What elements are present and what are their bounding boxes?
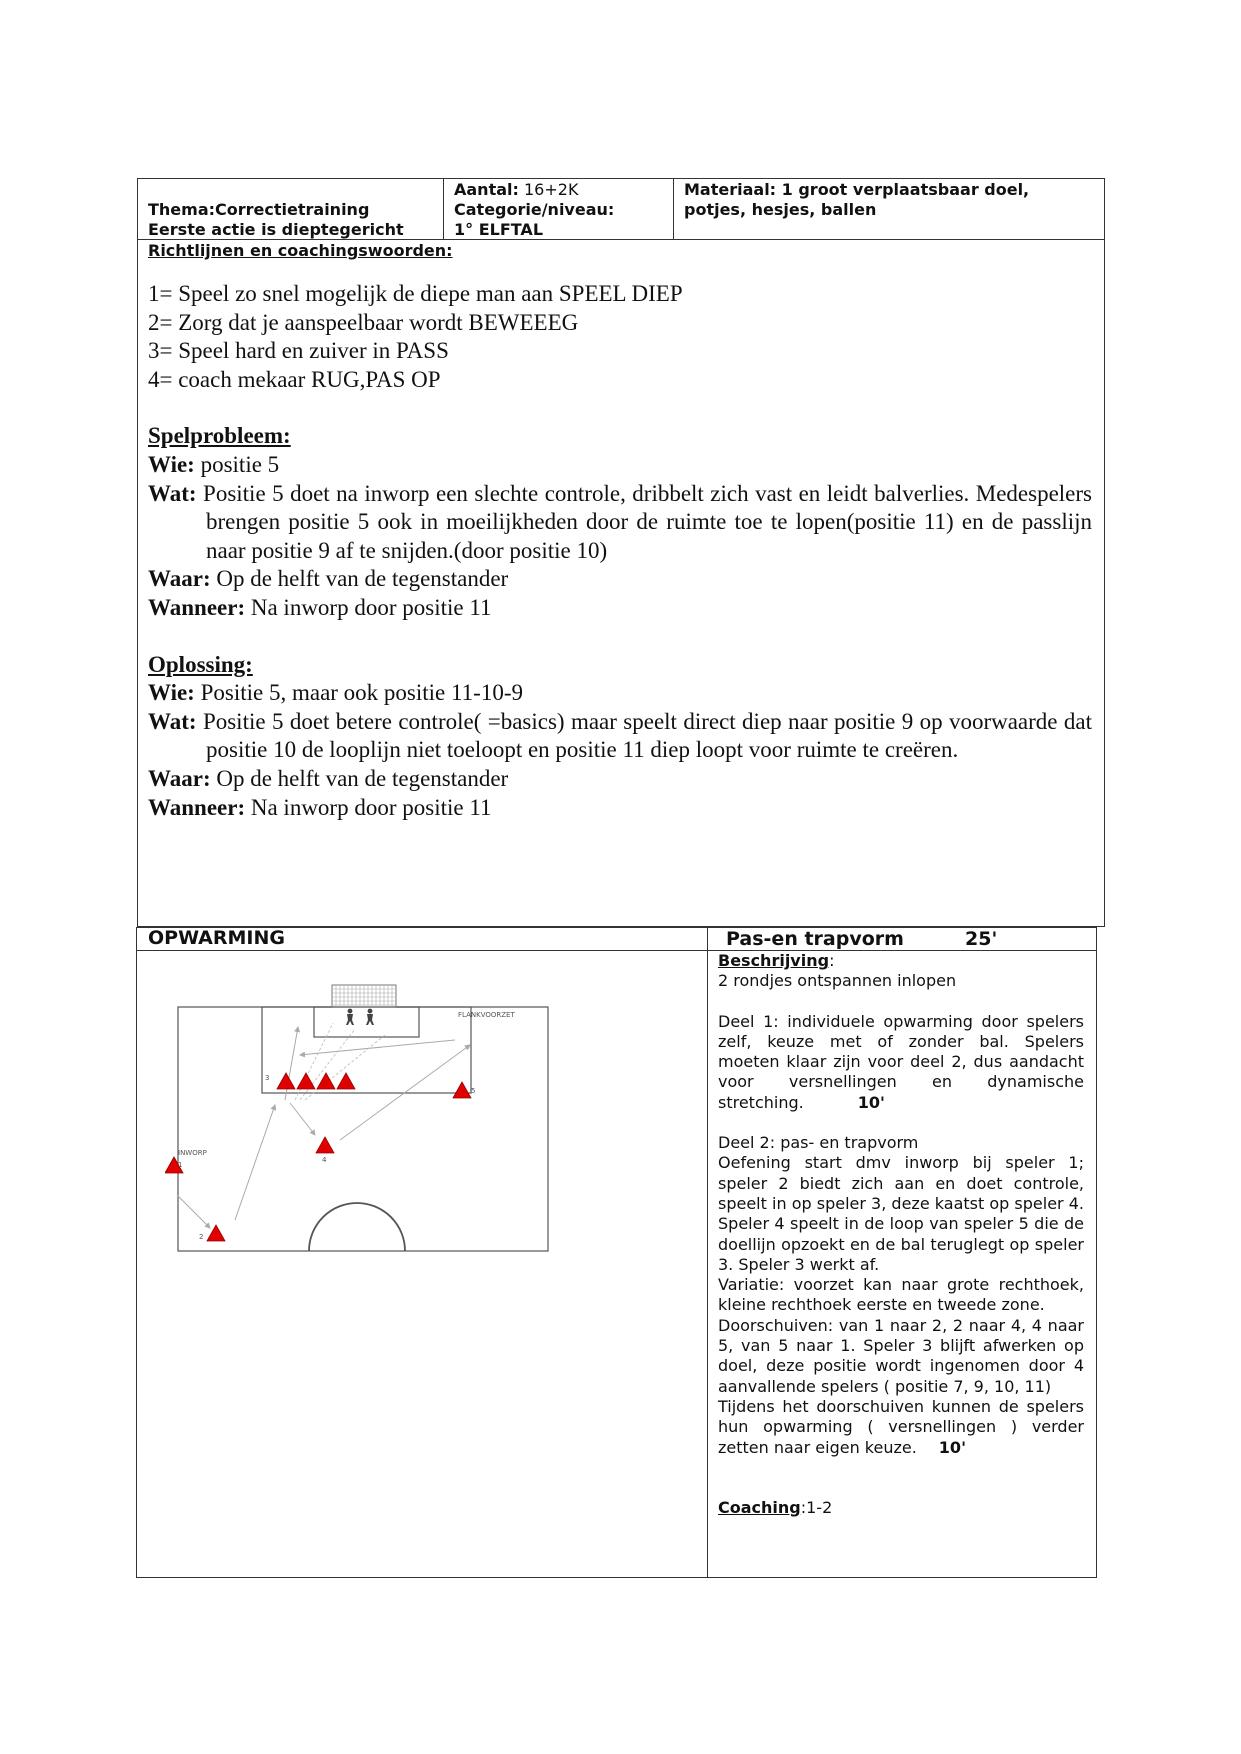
aantal-value: 16+2K xyxy=(518,180,579,199)
oplossing-wat: Wat: Positie 5 doet betere controle( =basics) maar speelt direct diep naar positie 9 op voorwaarde dat positie 10 de looplijn niet toeloopt en positie 11 diep loopt voor ruimte te creëren. xyxy=(148,708,1092,763)
header-thema-cell xyxy=(138,198,443,242)
richtlijnen-content xyxy=(148,280,1092,822)
beschrijving-label: Beschrijving xyxy=(718,951,830,970)
label-inworp: INWORP xyxy=(178,1149,207,1157)
materiaal-line-2: potjes, hesjes, ballen xyxy=(684,200,877,219)
goal-area xyxy=(314,1007,419,1037)
center-circle xyxy=(309,1203,405,1251)
vorm-duration: 25' xyxy=(965,928,998,950)
categorie-value: 1° ELFTAL xyxy=(454,220,544,239)
opwarming-title: OPWARMING xyxy=(148,927,285,949)
movement-lines xyxy=(177,1027,470,1228)
oplossing-wanneer: Wanneer: Na inworp door positie 11 xyxy=(148,794,492,820)
richtlijn-item-3: 3= Speel hard en zuiver in PASS xyxy=(148,338,449,364)
opwarming-divider xyxy=(707,927,708,1578)
pitch-diagram xyxy=(165,975,565,1265)
tijdens-text: Tijdens het doorschuiven kunnen de spelers hun opwarming ( versnellingen ) verder zetten naar eigen keuze. 10' xyxy=(718,1396,1084,1457)
intro-text: 2 rondjes ontspannen inlopen xyxy=(718,971,957,991)
label-player-5: 5 xyxy=(471,1087,476,1095)
spelprobleem-wie: Wie: positie 5 xyxy=(148,451,280,477)
spelprobleem-wat: Wat: Positie 5 doet na inworp een slechte controle, dribbelt zich vast en leidt balverlies. Medespelers brengen positie 5 ook in moeilijkheden door de ruimte toe te lopen(positie 11) en de passlijn naar positie 9 af te snijden.(door positie 10) xyxy=(148,480,1092,563)
eerste-actie-text: Eerste actie is dieptegericht xyxy=(148,220,404,239)
penalty-box xyxy=(262,1007,471,1093)
player-cone-icons xyxy=(165,1073,471,1241)
oplossing-waar: Waar: Op de helft van de tegenstander xyxy=(148,765,509,791)
header-aantal-cell xyxy=(444,178,673,242)
thema-text: Thema:Correctietraining xyxy=(148,200,370,219)
tijdens-time: 10' xyxy=(938,1437,966,1457)
oplossing-heading: Oplossing: xyxy=(148,651,253,677)
variatie-text: Variatie: voorzet kan naar grote rechthoek, kleine rechthoek eerste en tweede zone. xyxy=(718,1275,1084,1315)
richtlijn-item-1: 1= Speel zo snel mogelijk de diepe man aan SPEEL DIEP xyxy=(148,281,683,306)
label-player-2: 2 xyxy=(199,1233,204,1241)
goalkeeper-icon xyxy=(346,1009,374,1025)
header-materiaal-cell xyxy=(674,178,1104,222)
deel1-text: Deel 1: individuele opwarming door spelers zelf, keuze met of zonder bal. Spelers moeten klaar zijn voor deel 2, dus aandacht voor versnellingen en dynamische stretching. 10' xyxy=(718,1011,1084,1112)
coaching-value: :1-2 xyxy=(800,1497,833,1517)
deel1-time: 10' xyxy=(857,1092,885,1112)
coaching-label: Coaching xyxy=(718,1497,801,1517)
deel2-title: Deel 2: pas- en trapvorm xyxy=(718,1133,919,1153)
spelprobleem-wanneer: Wanneer: Na inworp door positie 11 xyxy=(148,594,492,620)
aantal-label: Aantal: xyxy=(454,180,519,199)
richtlijn-item-2: 2= Zorg dat je aanspeelbaar wordt BEWEEEG xyxy=(148,309,579,335)
materiaal-line-1: Materiaal: 1 groot verplaatsbaar doel, xyxy=(684,180,1030,199)
label-player-1: 1 xyxy=(178,1161,183,1169)
richtlijn-item-4: 4= coach mekaar RUG,PAS OP xyxy=(148,366,441,392)
spelprobleem-waar: Waar: Op de helft van de tegenstander xyxy=(148,566,509,592)
oplossing-wie: Wie: Positie 5, maar ook positie 11-10-9 xyxy=(148,680,523,706)
vorm-title: Pas-en trapvorm xyxy=(726,928,904,950)
categorie-label: Categorie/niveau: xyxy=(454,200,615,219)
spelprobleem-heading: Spelprobleem: xyxy=(148,423,291,449)
beschrijving-column: Beschrijving: 2 rondjes ontspannen inlopen Deel 1: individuele opwarming door spelers zelf, keuze met of zonder bal. Spelers moeten klaar zijn voor deel 2, dus aandacht voor versnellingen en dynamische stretching. 10' Deel 2: pas- en trapvorm Oefening start dmv inworp bij speler 1; speler 2 biedt zich aan en doet controle, speelt in op speler 3, deze kaatst op speler 4. Speler 4 speelt in de loop van speler 5 die de doellijn opzoekt en de bal teruglegt op speler 3. Speler 3 werkt af. Variatie: voorzet kan naar grote rechthoek, kleine rechthoek eerste en tweede zone. Doorschuiven: van 1 naar 2, 2 naar 4, 4 naar 5, van 5 naar 1. Speler 3 blijft afwerken op doel, deze positie wordt ingenomen door 4 aanvallende spelers ( positie 7, 9, 10, 11) Tijdens het doorschuiven kunnen de spelers hun opwarming ( versnellingen ) verder zetten naar eigen keuze. 10' Coaching:1-2 xyxy=(718,951,1084,1517)
label-player-3: 3 xyxy=(265,1074,270,1082)
label-flankvoorzet: FLANKVOORZET xyxy=(458,1011,515,1019)
deel2-body: Oefening start dmv inworp bij speler 1; speler 2 biedt zich aan en doet controle, speelt in op speler 3, deze kaatst op speler 4. Speler 4 speelt in de loop van speler 5 die de doellijn opzoekt en de bal teruglegt op speler 3. Speler 3 werkt af. xyxy=(718,1153,1084,1274)
richtlijnen-heading: Richtlijnen en coachingswoorden: xyxy=(148,241,453,260)
label-player-4: 4 xyxy=(322,1156,327,1164)
goal-net-icon xyxy=(332,985,396,1007)
doorschuiven-text: Doorschuiven: van 1 naar 2, 2 naar 4, 4 naar 5, van 5 naar 1. Speler 3 blijft afwerken op doel, deze positie wordt ingenomen door 4 aanvallende spelers ( positie 7, 9, 10, 11) xyxy=(718,1315,1084,1396)
field-outline xyxy=(178,1007,548,1251)
